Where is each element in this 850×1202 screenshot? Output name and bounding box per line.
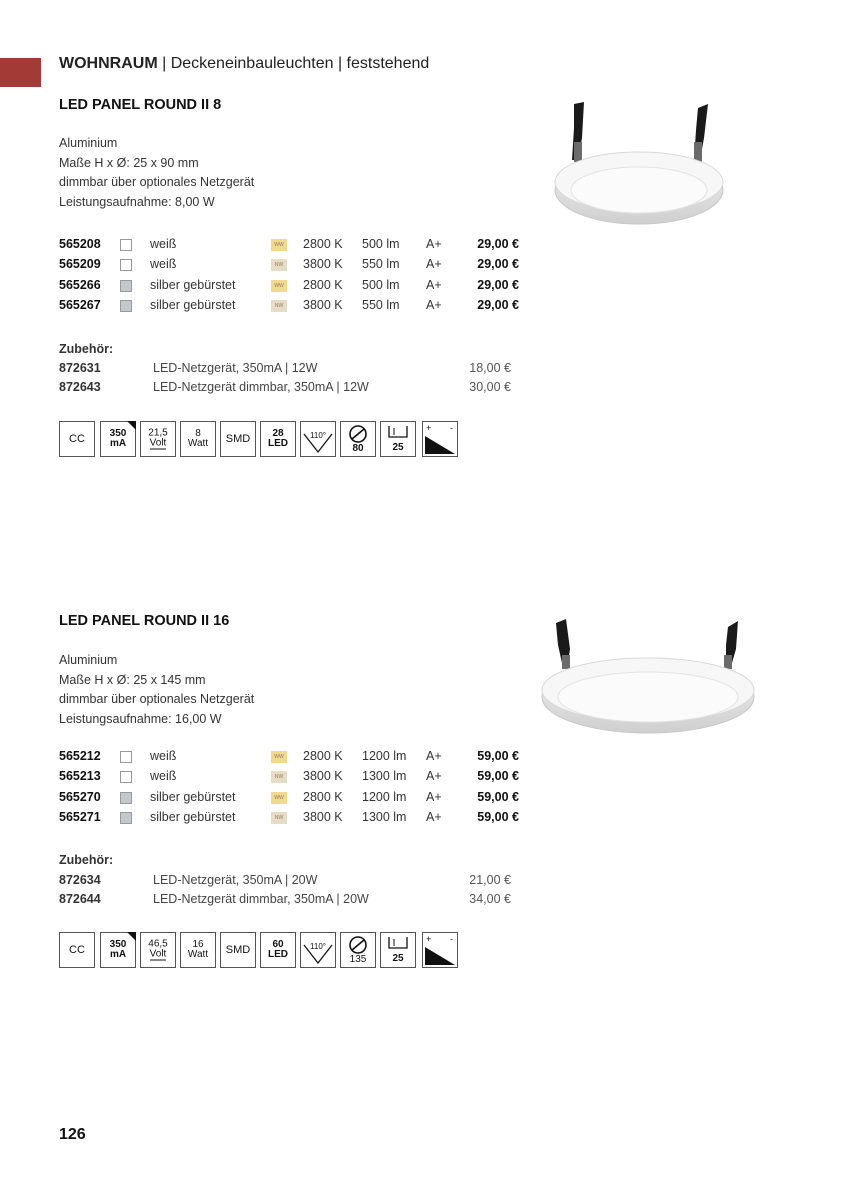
price: 59,00 € [477,769,519,783]
watt-value: 8 [195,428,201,439]
desc-line: Maße H x Ø: 25 x 90 mm [59,155,199,170]
desc-line: dimmbar über optionales Netzgerät [59,175,255,189]
smd-icon [220,421,256,457]
article-number: 565209 [59,257,101,271]
cc-label: CC [69,944,85,956]
price: 59,00 € [477,790,519,804]
svg-text:+: + [426,934,432,944]
beam-angle-value: 110° [310,431,326,440]
housing-color: weiß [150,769,177,783]
accessory-name: LED-Netzgerät, 350mA | 20W [153,873,318,887]
energy-class: A+ [426,769,442,783]
lamp-image [552,98,732,228]
led-count-value: 60 [272,939,284,950]
dimmable-icon [422,932,458,968]
housing-color: weiß [150,237,177,251]
article-number: 565208 [59,237,101,251]
watt-unit: Watt [187,438,209,449]
cri-glyph [341,423,375,445]
article-number: 565212 [59,749,101,763]
product-description [59,134,254,212]
energy-class: A+ [426,257,442,271]
color-temperature: 2800 K [303,790,343,804]
voltage-unit: Volt [149,948,167,960]
installation-height-icon [380,421,416,457]
led-count-icon [260,932,296,968]
color-temperature-badge: NW [271,300,287,312]
article-number: 565267 [59,298,101,312]
energy-class: A+ [426,810,442,824]
energy-class: A+ [426,749,442,763]
current-icon [100,421,136,457]
luminous-flux: 1300 lm [362,810,407,824]
watt-value: 16 [192,939,204,950]
color-swatch [120,771,132,783]
accessory-row [59,873,511,893]
product-row [59,278,519,298]
color-temperature-badge: WW [271,792,287,804]
product-title: LED PANEL ROUND II 16 [59,613,230,629]
product-row [59,237,519,257]
svg-text:+: + [426,423,432,433]
luminous-flux: 1300 lm [362,769,407,783]
product-row [59,298,519,318]
housing-color: silber gebürstet [150,810,236,824]
voltage-value: 46,5 [148,938,168,950]
luminous-flux: 500 lm [362,278,400,292]
color-temperature: 3800 K [303,810,343,824]
color-temperature-badge: WW [271,280,287,292]
current-value: 350 [109,428,127,439]
color-swatch [120,300,132,312]
luminous-flux: 1200 lm [362,749,407,763]
housing-color: silber gebürstet [150,278,236,292]
accessory-name: LED-Netzgerät, 350mA | 12W [153,361,318,375]
dimmable-glyph [423,422,457,456]
header-category: WOHNRAUM [59,55,158,72]
price: 29,00 € [477,298,519,312]
installation-height-icon [380,932,416,968]
constant-current-icon [59,932,95,968]
smd-icon [220,932,256,968]
product-row [59,257,519,277]
led-count-unit: LED [268,438,288,449]
price: 29,00 € [477,237,519,251]
product-row [59,810,519,830]
price: 59,00 € [477,810,519,824]
beam-angle-value: 110° [310,942,326,951]
color-temperature-badge: NW [271,259,287,271]
luminous-flux: 500 lm [362,237,400,251]
page-header [59,55,429,73]
voltage-icon [140,421,176,457]
smd-label: SMD [225,944,251,956]
luminous-flux: 1200 lm [362,790,407,804]
energy-class: A+ [426,237,442,251]
desc-line: Maße H x Ø: 25 x 145 mm [59,672,206,687]
cri-icon [340,421,376,457]
accessory-name: LED-Netzgerät dimmbar, 350mA | 12W [153,380,369,394]
product-title: LED PANEL ROUND II 8 [59,97,222,113]
housing-color: silber gebürstet [150,298,236,312]
desc-line: Leistungsaufnahme: 8,00 W [59,194,215,209]
desc-line: Aluminium [59,136,118,150]
led-count-icon [260,421,296,457]
accessories-heading: Zubehör: [59,342,114,356]
voltage-unit: Volt [149,437,167,449]
dimmable-glyph [423,933,457,967]
color-swatch [120,792,132,804]
color-temperature: 2800 K [303,749,343,763]
header-subtitle: | Deckeneinbauleuchten | feststehend [157,55,430,72]
energy-class: A+ [426,790,442,804]
cri-icon [340,932,376,968]
color-swatch [120,259,132,271]
chapter-tab [0,58,41,87]
color-temperature-badge: NW [271,812,287,824]
led-count-unit: LED [268,949,288,960]
color-swatch [120,812,132,824]
energy-class: A+ [426,298,442,312]
accessory-price: 21,00 € [469,873,511,887]
luminous-flux: 550 lm [362,257,400,271]
product-row [59,769,519,789]
accessory-number: 872634 [59,873,101,887]
color-temperature: 3800 K [303,769,343,783]
color-temperature-badge: WW [271,751,287,763]
page-number: 126 [59,1126,86,1143]
color-temperature: 2800 K [303,278,343,292]
current-unit: mA [109,438,127,449]
led-count-value: 28 [272,428,284,439]
current-unit: mA [109,949,127,960]
article-number: 565271 [59,810,101,824]
color-swatch [120,239,132,251]
desc-line: Leistungsaufnahme: 16,00 W [59,711,222,726]
current-icon [100,932,136,968]
color-swatch [120,280,132,292]
lamp-image [540,615,770,737]
cri-value: 135 [349,954,367,965]
installation-height-value: 25 [392,953,404,964]
installation-height-glyph [381,934,415,952]
luminous-flux: 550 lm [362,298,400,312]
voltage-icon [140,932,176,968]
product-row [59,749,519,769]
current-value: 350 [109,939,127,950]
housing-color: silber gebürstet [150,790,236,804]
beam-angle-icon [300,421,336,457]
accessory-number: 872631 [59,361,101,375]
cri-glyph [341,934,375,956]
desc-line: dimmbar über optionales Netzgerät [59,692,255,706]
smd-label: SMD [225,433,251,445]
price: 29,00 € [477,257,519,271]
accessory-row [59,361,511,381]
color-temperature-badge: WW [271,239,287,251]
installation-height-value: 25 [392,442,404,453]
color-swatch [120,751,132,763]
beam-angle-icon [300,932,336,968]
housing-color: weiß [150,749,177,763]
accessory-name: LED-Netzgerät dimmbar, 350mA | 20W [153,892,369,906]
installation-height-glyph [381,423,415,441]
cc-label: CC [69,433,85,445]
price: 59,00 € [477,749,519,763]
watt-icon [180,421,216,457]
svg-text:-: - [450,934,453,944]
accessory-price: 34,00 € [469,892,511,906]
accessory-row [59,380,511,400]
accessory-row [59,892,511,912]
watt-unit: Watt [187,949,209,960]
color-temperature: 2800 K [303,237,343,251]
cri-value: 80 [352,443,364,454]
article-number: 565213 [59,769,101,783]
dimmable-icon [422,421,458,457]
color-temperature: 3800 K [303,298,343,312]
voltage-value: 21,5 [148,427,168,439]
accessory-price: 18,00 € [469,361,511,375]
desc-line: Aluminium [59,653,118,667]
watt-icon [180,932,216,968]
accessory-number: 872644 [59,892,101,906]
color-temperature: 3800 K [303,257,343,271]
article-number: 565270 [59,790,101,804]
color-temperature-badge: NW [271,771,287,783]
accessories-heading: Zubehör: [59,853,114,867]
housing-color: weiß [150,257,177,271]
accessory-number: 872643 [59,380,101,394]
price: 29,00 € [477,278,519,292]
product-row [59,790,519,810]
svg-text:-: - [450,423,453,433]
article-number: 565266 [59,278,101,292]
accessory-price: 30,00 € [469,380,511,394]
product-description [59,651,254,729]
energy-class: A+ [426,278,442,292]
constant-current-icon [59,421,95,457]
